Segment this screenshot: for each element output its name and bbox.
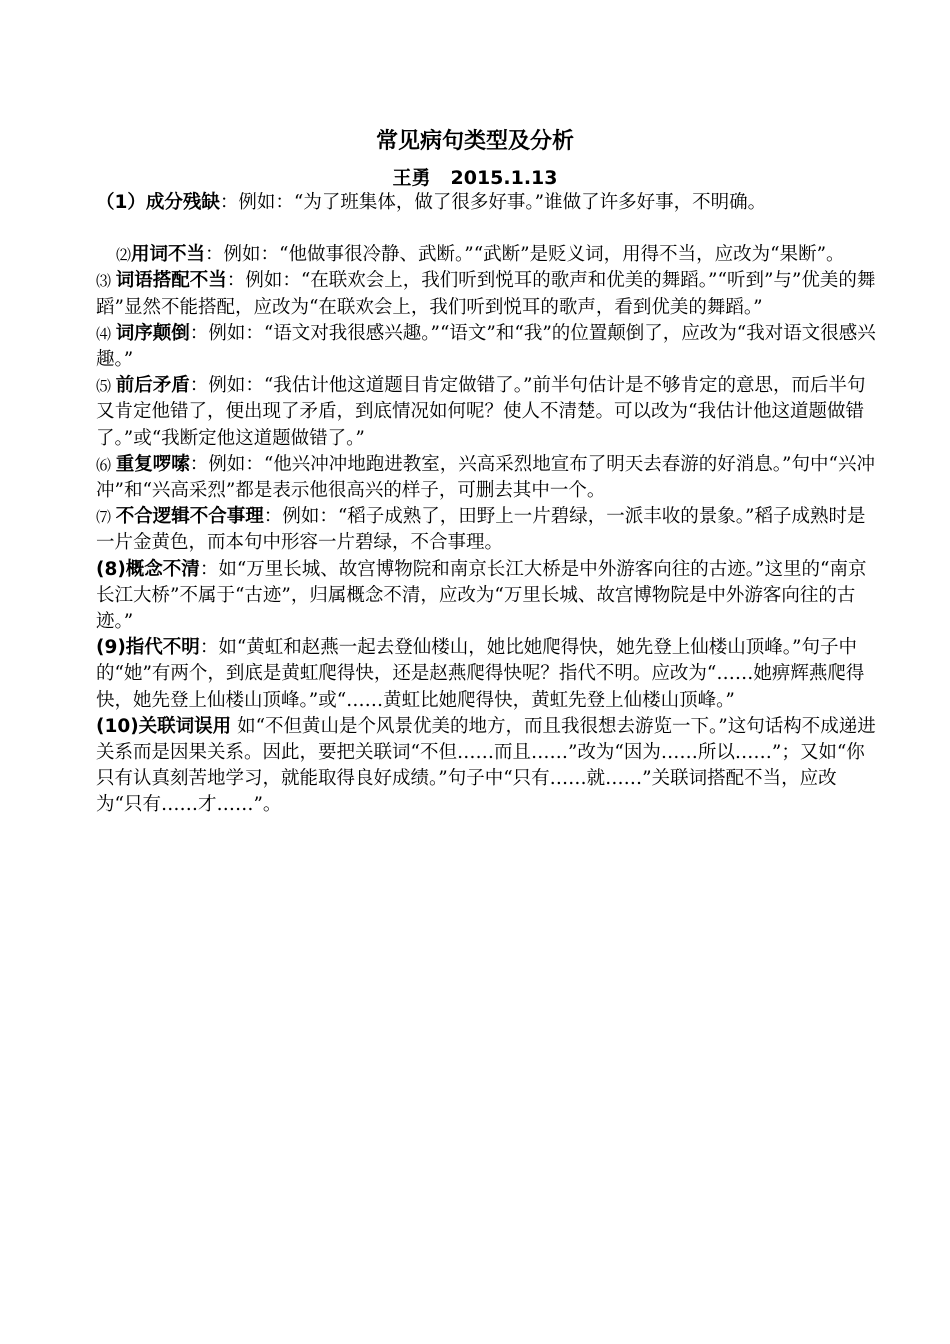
item-text: 例如：“他做事很冷静、武断。”“武断”是贬义词，用得不当，应改为“果断”。 bbox=[223, 244, 845, 266]
author-name: 王勇 bbox=[392, 167, 431, 189]
document-body bbox=[96, 190, 876, 819]
item-text: 例如：“稻子成熟了，田野上一片碧绿，一派丰收的景象。”稻子成熟时是一片金黄色，而本句中形容一片碧绿，不合事理。 bbox=[96, 506, 866, 554]
item-text: 例如：“在联欢会上，我们听到悦耳的歌声和优美的舞蹈。”“听到”与”优美的舞蹈”显然不能搭配，应改为“在联欢会上，我们听到悦耳的歌声，看到优美的舞蹈。” bbox=[96, 270, 876, 318]
list-item bbox=[96, 504, 876, 556]
item-number: ⑹ bbox=[96, 455, 116, 474]
item-separator: ： bbox=[219, 192, 239, 213]
item-heading: 前后矛盾 bbox=[115, 375, 190, 397]
item-heading: 用词不当 bbox=[131, 244, 206, 266]
item-number: (9) bbox=[96, 637, 126, 659]
list-item bbox=[96, 242, 876, 268]
item-text: 例如：“他兴冲冲地跑进教室，兴高采烈地宣布了明天去春游的好消息。”句中“兴冲冲”和“兴高采烈”都是表示他很高兴的样子，可删去其中一个。 bbox=[96, 453, 875, 502]
item-separator: ： bbox=[205, 244, 224, 266]
item-number: (8) bbox=[96, 558, 126, 580]
list-item bbox=[96, 190, 876, 216]
item-separator: ： bbox=[226, 270, 246, 292]
item-heading: 词序颠倒 bbox=[115, 322, 190, 344]
item-text: 例如：“我估计他这道题目肯定做错了。”前半句估计是不够肯定的意思，而后半句又肯定他错了，便出现了矛盾，到底情况如何呢？使人不清楚。可以改为“我估计他这道题做错了。”或“我断定他这道题做错了。” bbox=[96, 375, 866, 449]
list-item bbox=[96, 268, 876, 320]
list-item bbox=[96, 557, 876, 636]
item-separator: ： bbox=[199, 558, 219, 580]
item-number: ⑷ bbox=[96, 324, 116, 343]
document-title: 常见病句类型及分析 bbox=[375, 129, 574, 154]
item-separator: ： bbox=[199, 637, 219, 659]
item-heading: 重复啰嗦 bbox=[115, 453, 190, 475]
item-number: (10) bbox=[96, 715, 139, 737]
item-text: 如“不但黄山是个风景优美的地方，而且我很想去游览一下。”这句话构不成递进关系而是因果关系。因此，要把关联词“不但……而且……”改为“因为……所以……”；又如“你只有认真刻苦地学习，就能取得良好成绩。”句子中“只有……就……”关联词搭配不当，应改为“只有……才……”。 bbox=[96, 715, 876, 816]
item-separator: ： bbox=[189, 453, 209, 475]
item-number: ⑸ bbox=[96, 377, 116, 396]
document-date: 2015.1.13 bbox=[450, 167, 558, 189]
list-item bbox=[96, 452, 876, 504]
item-number: ⑺ bbox=[96, 508, 116, 527]
item-heading: 成分残缺 bbox=[145, 192, 220, 213]
item-separator: ： bbox=[263, 506, 283, 528]
item-heading: 不合逻辑不合事理 bbox=[115, 506, 264, 528]
item-separator: ： bbox=[189, 322, 209, 344]
item-heading: 词语搭配不当 bbox=[115, 270, 227, 292]
list-item bbox=[96, 373, 876, 452]
item-separator: ： bbox=[189, 375, 209, 397]
item-number: ⑵ bbox=[116, 246, 132, 265]
item-heading: 关联词误用 bbox=[138, 715, 232, 737]
list-item bbox=[96, 321, 876, 373]
item-number: ⑶ bbox=[96, 272, 116, 291]
item-text: 例如：“语文对我很感兴趣。”“语文”和“我”的位置颠倒了，应改为“我对语文很感兴趣。” bbox=[96, 322, 876, 371]
item-text: 例如：“为了班集体，做了很多好事。”谁做了许多好事，不明确。 bbox=[238, 192, 767, 213]
item-number: （1） bbox=[96, 192, 146, 213]
item-text: 如“黄虹和赵燕一起去登仙楼山，她比她爬得快，她先登上仙楼山顶峰。”句子中的“她”有两个，到底是黄虹爬得快，还是赵燕爬得快呢？指代不明。应改为“……她痹辉燕爬得快，她先登上仙楼山顶峰。”或“……黄虹比她爬得快，黄虹先登上仙楼山顶峰。” bbox=[96, 637, 865, 711]
item-heading: 概念不清 bbox=[125, 558, 200, 580]
list-item bbox=[96, 635, 876, 714]
item-heading: 指代不明 bbox=[125, 637, 200, 659]
author-line bbox=[0, 163, 950, 190]
list-item bbox=[96, 714, 876, 819]
item-text: 如“万里长城、故宫博物院和南京长江大桥是中外游客向往的古迹。”这里的“南京长江大桥”不属于“古迹”，归属概念不清，应改为“万里长城、故宫博物院是中外游客向往的古迹。” bbox=[96, 558, 867, 633]
